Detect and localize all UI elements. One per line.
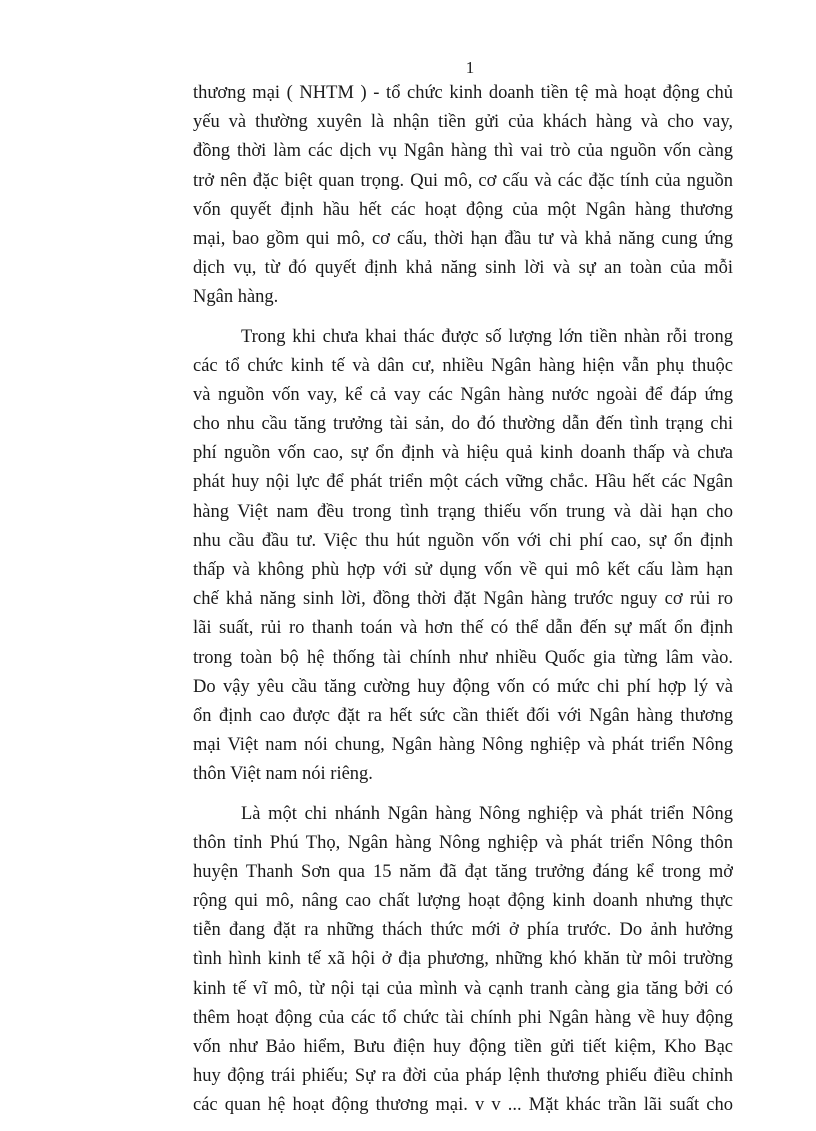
text-line: trong toàn bộ hệ thống tài chính như nhiều Quốc gia từng lâm vào. (193, 647, 733, 668)
text-line: rộng qui mô, nâng cao chất lượng hoạt động kinh doanh nhưng thực (193, 891, 733, 912)
page-number: 1 (465, 58, 475, 77)
text-line: mại Việt nam nói chung, Ngân hàng Nông nghiệp và phát triển Nông (193, 735, 733, 756)
text-line: thôn tỉnh Phú Thọ, Ngân hàng Nông nghiệp và phát triển Nông thôn (193, 832, 733, 853)
text-line: Ngân hàng. (193, 287, 279, 308)
text-line: vốn như Bảo hiểm, Bưu điện huy động tiền gửi tiết kiệm, Kho Bạc (193, 1037, 733, 1057)
paragraph-1 (193, 79, 733, 313)
text-line: phí nguồn vốn cao, sự ổn định và hiệu quả kinh doanh thấp và chưa (193, 443, 733, 464)
text-line: cho nhu cầu tăng trưởng tài sản, do đó thường dẫn đến tình trạng chi (193, 414, 733, 435)
text-line: Trong khi chưa khai thác được số lượng lớn tiền nhàn rỗi trong (241, 326, 733, 347)
text-line: các tổ chức kinh tế và dân cư, nhiều Ngân hàng hiện vẫn phụ thuộc (193, 355, 733, 376)
text-line: thêm hoạt động của các tổ chức tài chính phi Ngân hàng về huy động (193, 1007, 733, 1028)
text-line: huy động trái phiếu; Sự ra đời của pháp lệnh thương phiếu điều chỉnh (193, 1066, 733, 1087)
text-line: thương mại ( NHTM ) - tổ chức kinh doanh tiền tệ mà hoạt động chủ (193, 83, 733, 103)
paragraph-2 (193, 323, 733, 790)
text-line: các quan hệ hoạt động thương mại. v v ... Mặt khác trần lãi suất cho (193, 1095, 733, 1116)
text-line: đồng thời làm các dịch vụ Ngân hàng thì vai trò của nguồn vốn càng (193, 141, 733, 162)
text-line: tình hình kinh tế xã hội ở địa phương, những khó khăn từ môi trường (193, 949, 733, 970)
text-line: dịch vụ, từ đó quyết định khả năng sinh lời và sự an toàn của mỗi (193, 258, 733, 279)
text-line: nhu cầu đầu tư. Việc thu hút nguồn vốn với chi phí cao, sự ổn định (193, 530, 733, 551)
paragraph-3 (193, 800, 733, 1121)
text-line: ổn định cao được đặt ra hết sức cần thiết đối với Ngân hàng thương (193, 705, 733, 726)
text-line: Là một chi nhánh Ngân hàng Nông nghiệp và phát triển Nông (241, 803, 733, 824)
text-line: yếu và thường xuyên là nhận tiền gửi của khách hàng và cho vay, (193, 112, 733, 133)
text-line: hàng Việt nam đều trong tình trạng thiếu vốn trung và dài hạn cho (193, 501, 733, 522)
text-line: lãi suất, rủi ro thanh toán và hơn thế có thể dẫn đến sự mất ổn định (193, 618, 733, 639)
text-line: thôn Việt nam nói riêng. (193, 764, 373, 785)
text-line: mại, bao gồm qui mô, cơ cấu, thời hạn đầu tư và khả năng cung ứng (193, 228, 733, 249)
text-line: Do vậy yêu cầu tăng cường huy động vốn có mức chi phí hợp lý và (193, 676, 733, 697)
text-line: tiễn đang đặt ra những thách thức mới ở phía trước. Do ảnh hưởng (193, 920, 733, 941)
document-body (193, 79, 733, 1131)
text-line: vốn quyết định hầu hết các hoạt động của một Ngân hàng thương (193, 199, 733, 220)
text-line: huyện Thanh Sơn qua 15 năm đã đạt tăng trưởng đáng kể trong mở (193, 861, 733, 882)
text-line: trở nên đặc biệt quan trọng. Qui mô, cơ cấu và các đặc tính của nguồn (193, 170, 733, 191)
text-line: thấp và không phù hợp với sử dụng vốn về qui mô kết cấu làm hạn (193, 560, 733, 580)
text-line: và nguồn vốn vay, kể cả vay các Ngân hàng nước ngoài để đáp ứng (193, 384, 733, 405)
text-line: phát huy nội lực để phát triển một cách vững chắc. Hầu hết các Ngân (193, 472, 733, 493)
text-line: chế khả năng sinh lời, đồng thời đặt Ngân hàng trước nguy cơ rủi ro (193, 589, 733, 610)
text-line: kinh tế vĩ mô, từ nội tại của mình và cạnh tranh càng gia tăng bởi có (193, 978, 733, 999)
